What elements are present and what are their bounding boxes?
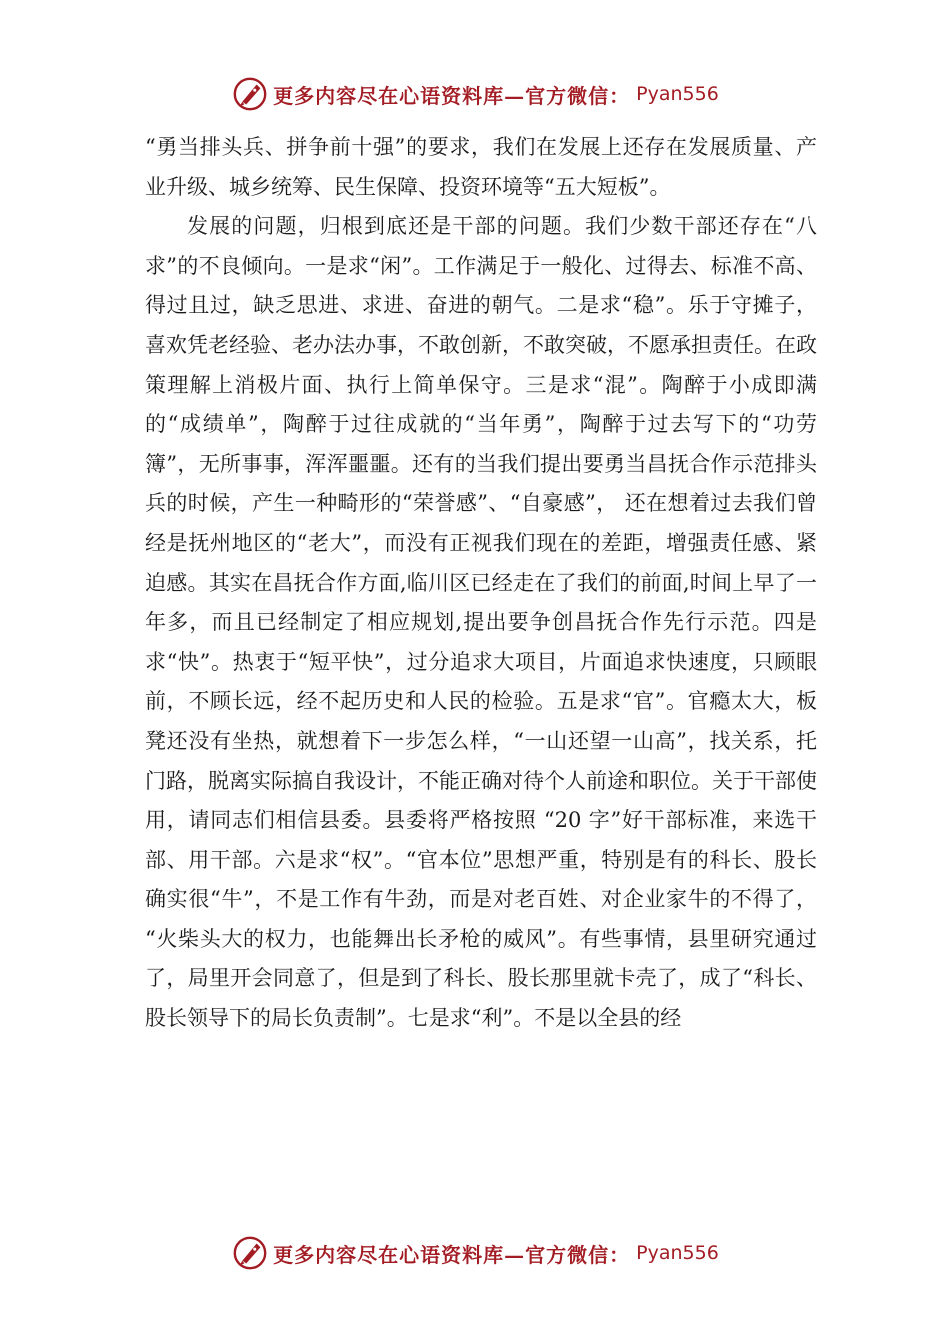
wechat-id: Pyan556 xyxy=(636,1242,719,1264)
document-body xyxy=(145,128,817,1039)
paragraph-2: 发展的问题，归根到底还是干部的问题。我们少数干部还存在“八求”的不良倾向。一是求“闲”。工作满足于一般化、过得去、标准不高、得过且过，缺乏思进、求进、奋进的朝气。二是求“稳”。乐于守摊子，喜欢凭老经验、老办法办事，不敢创新，不敢突破，不愿承担责任。在政策理解上消极片面、执行上简单保守。三是求“混”。陶醉于小成即满的“成绩单”，陶醉于过往成就的“当年勇”，陶醉于过去写下的“功劳簿”，无所事事，浑浑噩噩。还有的当我们提出要勇当昌抚合作示范排头兵的时候，产生一种畸形的“荣誉感”、“自豪感”， 还在想着过去我们曾经是抚州地区的“老大”，而没有正视我们现在的差距，增强责任感、紧迫感。其实在昌抚合作方面,临川区已经走在了我们的前面,时间上早了一年多，而且已经制定了相应规划,提出要争创昌抚合作先行示范。四是求“快”。热衷于“短平快”，过分追求大项目，片面追求快速度，只顾眼前，不顾长远，经不起历史和人民的检验。五是求“官”。官瘾太大，板凳还没有坐热，就想着下一步怎么样，“一山还望一山高”，找关系，托门路，脱离实际搞自我设计，不能正确对待个人前途和职位。关于干部使用，请同志们相信县委。县委将严格按照 “20 字”好干部标准，来选干部、用干部。六是求“权”。“官本位”思想严重，特别是有的科长、股长确实很“牛”，不是工作有牛劲，而是对老百姓、对企业家牛的不得了， “火柴头大的权力，也能舞出长矛枪的威风”。有些事情，县里研究通过了，局里开会同意了，但是到了科长、股长那里就卡壳了，成了“科长、股长领导下的局长负责制”。七是求“利”。不是以全县的经 xyxy=(145,214,817,1031)
footer-banner xyxy=(0,1231,950,1275)
banner-text: 更多内容尽在心语资料库—官方微信： xyxy=(273,83,631,108)
pen-nib-logo-icon xyxy=(231,75,269,113)
pen-nib-logo-icon xyxy=(231,1234,269,1272)
header-banner xyxy=(0,72,950,116)
paragraph-1: “勇当排头兵、拼争前十强”的要求，我们在发展上还存在发展质量、产业升级、城乡统筹、民生保障、投资环境等“五大短板”。 xyxy=(145,135,817,199)
banner-text: 更多内容尽在心语资料库—官方微信： xyxy=(273,1242,631,1267)
wechat-id: Pyan556 xyxy=(636,83,719,105)
